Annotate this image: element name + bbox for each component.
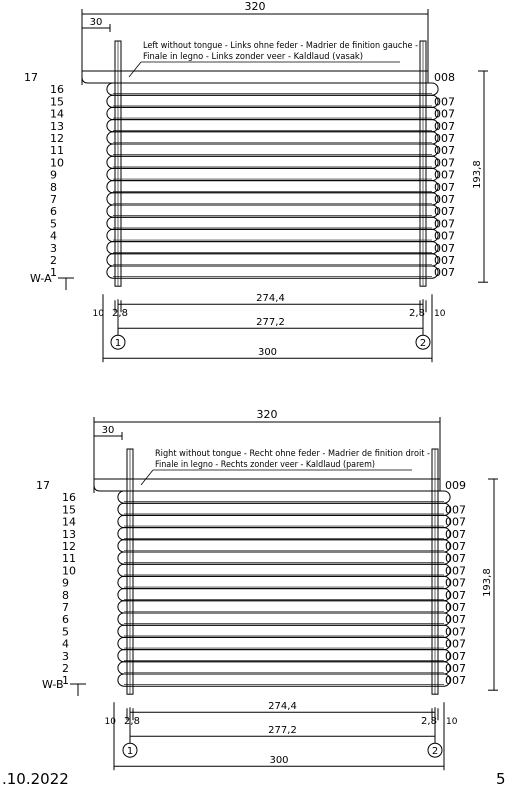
- left-offset-label: 2,8: [124, 716, 140, 728]
- log-row: [118, 564, 450, 576]
- log-outline: [107, 95, 438, 107]
- part-code: 007: [434, 132, 455, 145]
- log-row: [118, 491, 450, 503]
- part-code: 007: [434, 107, 455, 121]
- row-number: 4: [62, 637, 69, 651]
- right-outer-label: 10: [434, 309, 446, 320]
- marker-left-label: 1: [114, 338, 122, 350]
- note-line-2: Finale in legno - Links zonder veer - Kaldlaud (vasak): [143, 52, 363, 62]
- log-row: [118, 601, 450, 613]
- total-dimension-label: 300: [269, 755, 289, 767]
- part-code: 007: [445, 552, 466, 566]
- note-line-2: Finale in legno - Rechts zonder veer - Kaldlaud (parem): [155, 460, 375, 470]
- log-row: [107, 156, 438, 168]
- row-number: 14: [50, 107, 64, 121]
- part-code: 007: [434, 217, 455, 231]
- row-number: 12: [62, 540, 76, 553]
- part-code: 008: [434, 71, 455, 84]
- log-outline: [118, 540, 450, 552]
- footer-date: .10.2022: [2, 770, 69, 788]
- part-code: 007: [445, 601, 466, 614]
- row-number: 17: [36, 479, 50, 492]
- part-code: 007: [434, 254, 455, 267]
- overhang-label: 30: [89, 17, 103, 28]
- row-number: 16: [62, 491, 76, 505]
- log-row: [107, 217, 438, 229]
- log-row: [118, 674, 450, 686]
- middle-dimension-label: 277,2: [268, 725, 297, 737]
- row-number: 11: [62, 552, 76, 566]
- log-row: [107, 266, 438, 278]
- drawing-b: [36, 408, 498, 770]
- part-code: 007: [434, 119, 455, 133]
- row-number: 2: [62, 662, 69, 675]
- log-row: [107, 254, 438, 266]
- log-outline: [118, 503, 450, 515]
- part-code: 007: [445, 527, 466, 541]
- row-number: 5: [50, 217, 57, 231]
- row-number: 17: [24, 71, 38, 84]
- row-number: 9: [50, 168, 57, 182]
- part-code: 007: [434, 95, 455, 109]
- row-number: 15: [50, 95, 64, 109]
- row-number: 7: [50, 193, 57, 206]
- log-outline: [118, 528, 450, 540]
- part-code: 007: [434, 144, 455, 158]
- log-row: [118, 637, 450, 649]
- row-number: 1: [50, 266, 57, 280]
- part-code: 007: [445, 576, 466, 590]
- row-number: 16: [50, 83, 64, 97]
- row-number: 1: [62, 674, 69, 688]
- log-outline: [118, 601, 450, 613]
- row-number: 13: [50, 119, 64, 133]
- row-number: 6: [62, 613, 69, 627]
- part-code: 007: [445, 564, 466, 578]
- top-width-label: 320: [244, 0, 266, 13]
- top-beam: [82, 71, 428, 83]
- log-outline: [118, 674, 450, 686]
- log-outline: [107, 83, 438, 95]
- part-code: 007: [445, 625, 466, 639]
- log-outline: [107, 132, 438, 144]
- log-row: [107, 144, 438, 156]
- left-outer-label: 10: [104, 717, 116, 728]
- log-outline: [107, 217, 438, 229]
- log-outline: [107, 229, 438, 241]
- log-outline: [107, 193, 438, 205]
- log-outline: [107, 254, 438, 266]
- part-code: 007: [445, 613, 466, 627]
- note-leader: [141, 470, 153, 485]
- row-number: 8: [62, 588, 69, 602]
- log-row: [107, 229, 438, 241]
- log-outline: [107, 205, 438, 217]
- log-row: [107, 181, 438, 193]
- log-row: [118, 625, 450, 637]
- row-number: 5: [62, 625, 69, 639]
- part-code: 007: [445, 662, 466, 675]
- marker-right-label: 2: [419, 338, 427, 350]
- log-row: [118, 589, 450, 601]
- row-number: 6: [50, 205, 57, 219]
- log-row: [118, 515, 450, 527]
- row-number: 10: [50, 156, 64, 170]
- marker-left-label: 1: [126, 746, 134, 758]
- log-row: [118, 662, 450, 674]
- log-outline: [107, 120, 438, 132]
- log-row: [118, 528, 450, 540]
- log-row: [118, 503, 450, 515]
- overhang-label: 30: [101, 425, 115, 436]
- inner-dimension-label: 274,4: [268, 701, 297, 713]
- log-row: [118, 650, 450, 662]
- log-outline: [107, 144, 438, 156]
- log-row: [107, 193, 438, 205]
- part-code: 007: [445, 674, 466, 688]
- part-code: 007: [434, 168, 455, 182]
- log-outline: [118, 625, 450, 637]
- right-offset-label: 2,8: [409, 308, 425, 320]
- log-row: [107, 168, 438, 180]
- log-outline: [107, 168, 438, 180]
- part-code: 007: [445, 515, 466, 529]
- note-line-1: Left without tongue - Links ohne feder - Madrier de finition gauche -: [143, 41, 418, 51]
- row-number: 3: [62, 649, 69, 663]
- log-outline: [118, 564, 450, 576]
- row-number: 8: [50, 180, 57, 194]
- log-row: [107, 95, 438, 107]
- log-outline: [118, 662, 450, 674]
- height-label: 193,8: [482, 568, 493, 597]
- log-row: [107, 83, 438, 95]
- part-code: 007: [445, 503, 466, 517]
- log-outline: [107, 181, 438, 193]
- total-dimension-label: 300: [257, 347, 278, 359]
- inner-dimension-label: 274,4: [256, 293, 285, 305]
- log-row: [107, 107, 438, 119]
- log-outline: [107, 242, 438, 254]
- top-width-label: 320: [256, 408, 278, 421]
- row-number: 4: [50, 229, 57, 243]
- row-number: 7: [62, 601, 69, 614]
- log-row: [118, 613, 450, 625]
- part-code: 007: [434, 180, 455, 194]
- note-leader: [129, 62, 141, 77]
- log-outline: [107, 107, 438, 119]
- part-code: 007: [434, 241, 455, 255]
- part-code: 007: [445, 649, 466, 663]
- part-code: 007: [445, 637, 466, 651]
- row-number: 14: [62, 515, 76, 529]
- wall-label: W-B: [42, 678, 64, 691]
- row-number: 10: [62, 564, 76, 578]
- part-code: 007: [434, 193, 455, 206]
- log-row: [107, 132, 438, 144]
- log-row: [107, 120, 438, 132]
- log-outline: [118, 650, 450, 662]
- log-outline: [118, 552, 450, 564]
- marker-right-label: 2: [431, 746, 439, 758]
- row-number: 9: [62, 576, 69, 590]
- log-row: [107, 242, 438, 254]
- log-outline: [118, 491, 450, 503]
- right-outer-label: 10: [446, 717, 458, 728]
- left-outer-label: 10: [92, 309, 104, 320]
- log-outline: [118, 589, 450, 601]
- left-offset-label: 2,8: [112, 308, 128, 320]
- log-row: [118, 540, 450, 552]
- log-row: [118, 576, 450, 588]
- row-number: 3: [50, 241, 57, 255]
- part-code: 007: [445, 540, 466, 553]
- part-code: 007: [434, 266, 455, 280]
- note-line-1: Right without tongue - Recht ohne feder - Madrier de finition droit -: [155, 449, 430, 459]
- right-offset-label: 2,8: [421, 716, 437, 728]
- part-code: 007: [434, 156, 455, 170]
- part-code: 007: [445, 588, 466, 602]
- drawing-a: [24, 0, 488, 362]
- log-outline: [107, 266, 438, 278]
- row-number: 2: [50, 254, 57, 267]
- part-code: 009: [445, 479, 466, 492]
- row-number: 11: [50, 144, 64, 158]
- log-outline: [107, 156, 438, 168]
- log-row: [118, 552, 450, 564]
- part-code: 007: [434, 229, 455, 243]
- footer-page-number: 5: [496, 770, 506, 788]
- log-row: [107, 205, 438, 217]
- middle-dimension-label: 277,2: [256, 317, 285, 329]
- log-outline: [118, 613, 450, 625]
- row-number: 15: [62, 503, 76, 517]
- top-beam: [94, 479, 440, 491]
- wall-label: W-A: [30, 272, 52, 285]
- log-outline: [118, 576, 450, 588]
- row-number: 12: [50, 132, 64, 145]
- part-code: 007: [434, 205, 455, 219]
- row-number: 13: [62, 527, 76, 541]
- log-outline: [118, 515, 450, 527]
- height-label: 193,8: [472, 160, 483, 189]
- log-outline: [118, 637, 450, 649]
